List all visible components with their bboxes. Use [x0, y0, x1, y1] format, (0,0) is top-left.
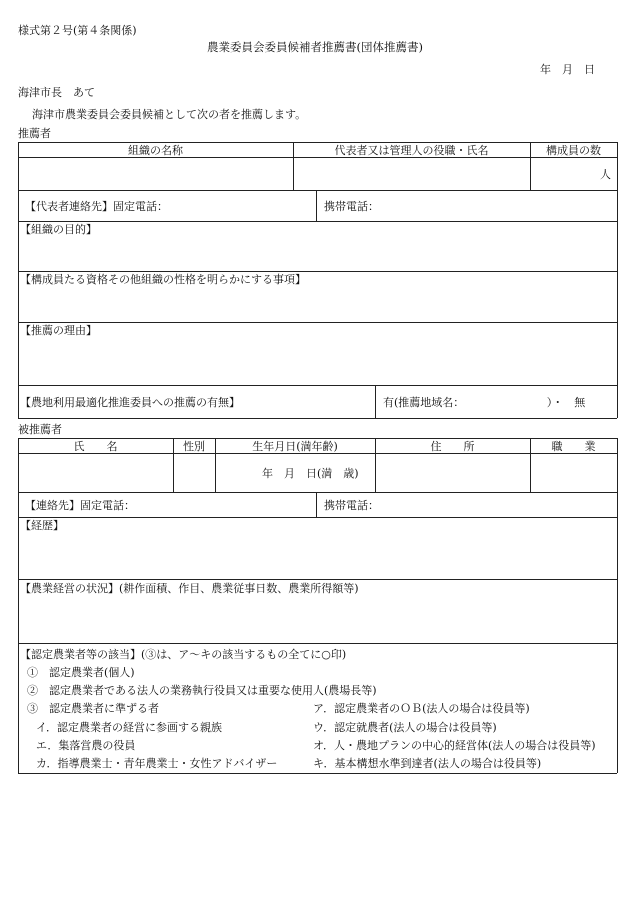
col-members: 構成員の数 — [546, 144, 601, 157]
optimization-label: 【農地利用最適化推進委員への推薦の有無】 — [20, 396, 240, 409]
form-number: 様式第２号(第４条関係) — [18, 24, 137, 37]
col-gender: 性別 — [183, 440, 205, 453]
col-name: 氏 名 — [73, 440, 118, 453]
certified-sub-o[interactable]: オ．人・農地プランの中心的経営体(法人の場合は役員等) — [313, 739, 596, 752]
certified-sub-ka[interactable]: カ．指導農業士・青年農業士・女性アドバイザー — [36, 757, 278, 770]
certified-sub-e[interactable]: エ．集落営農の役員 — [36, 739, 136, 752]
nominee-name-field[interactable] — [18, 454, 173, 492]
certified-sub-ki[interactable]: キ．基本構想水準到達者(法人の場合は役員等) — [313, 757, 542, 770]
reason-label: 【推薦の理由】 — [20, 324, 97, 337]
col-address: 住 所 — [430, 440, 475, 453]
nominee-occupation-field[interactable] — [530, 454, 617, 492]
document-title: 農業委員会委員候補者推薦書(団体推薦書) — [207, 40, 423, 54]
career-label: 【経歴】 — [20, 519, 64, 532]
intro-text: 海津市農業委員会委員候補として次の者を推薦します。 — [32, 108, 307, 121]
recommender-section-label: 推薦者 — [18, 127, 51, 140]
col-birth: 生年月日(満年齢) — [252, 440, 338, 453]
col-occupation: 職 業 — [551, 440, 596, 453]
certified-sub-i[interactable]: イ．認定農業者の経営に参画する親族 — [36, 721, 223, 734]
farm-status-label: 【農業経営の状況】(耕作面積、作目、農業従事日数、農業所得額等) — [20, 582, 359, 595]
col-representative: 代表者又は管理人の役職・氏名 — [334, 144, 489, 157]
certified-sub-a[interactable]: ア．認定農業者のＯＢ(法人の場合は役員等) — [313, 702, 530, 715]
nominee-section-label: 被推薦者 — [18, 423, 62, 436]
purpose-label: 【組織の目的】 — [20, 223, 97, 236]
representative-phone-label: 【代表者連絡先】固定電話： — [25, 200, 168, 213]
nominee-mobile-label: 携帯電話： — [324, 499, 379, 512]
nature-label: 【構成員たる資格その他組織の性格を明らかにする事項】 — [20, 273, 306, 286]
representative-field[interactable] — [293, 158, 530, 190]
certified-sub-u[interactable]: ウ．認定就農者(法人の場合は役員等) — [313, 721, 497, 734]
certified-item-3[interactable]: ③ 認定農業者に準ずる者 — [27, 702, 159, 715]
certified-item-2[interactable]: ② 認定農業者である法人の業務執行役員又は重要な使用人(農場長等) — [27, 684, 377, 697]
addressee: 海津市長 あて — [18, 86, 95, 99]
representative-mobile-label: 携帯電話： — [324, 200, 379, 213]
optimization-choice[interactable]: 有(推薦地域名： ）・ 無 — [383, 396, 586, 409]
certified-heading: 【認定農業者等の該当】(③は、ア～キの該当するもの全てに○印) — [20, 648, 347, 661]
nominee-address-field[interactable] — [375, 454, 530, 492]
nominee-birth-field[interactable]: 年 月 日(満 歳) — [262, 467, 359, 480]
org-name-field[interactable] — [18, 158, 293, 190]
nominee-phone-label: 【連絡先】固定電話： — [25, 499, 135, 512]
date-line: 年 月 日 — [540, 63, 595, 76]
nominee-gender-field[interactable] — [173, 454, 215, 492]
members-unit: 人 — [600, 168, 611, 181]
col-org-name: 組織の名称 — [128, 144, 183, 157]
certified-item-1[interactable]: ① 認定農業者(個人) — [27, 666, 135, 679]
